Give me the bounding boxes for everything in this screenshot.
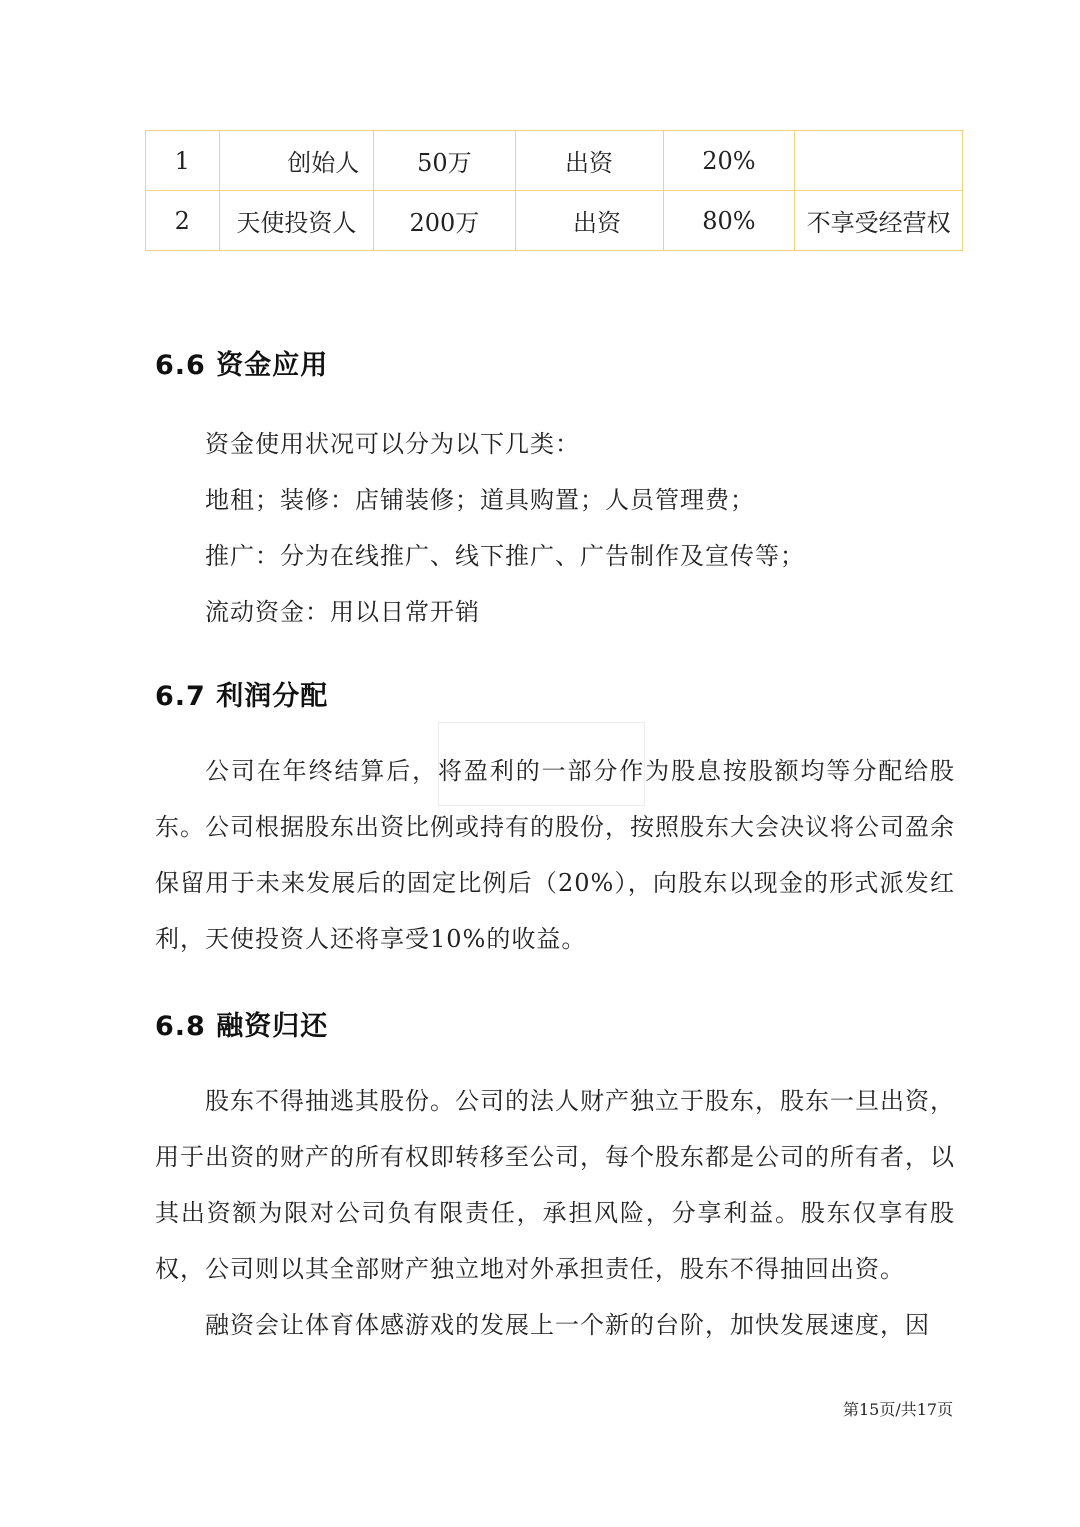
table-row: [146, 191, 963, 251]
financing-return-paragraph: 股东不得抽逃其股份。公司的法人财产独立于股东，股东一旦出资，用于出资的财产的所有权即转移至公司，每个股东都是公司的所有者，以其出资额为限对公司负有限责任，承担风险，分享利益。股东仅享有股权，公司则以其全部财产独立地对外承担责任，股东不得抽回出资。: [155, 1087, 955, 1283]
section-heading-6-8: 6.8 融资归还: [155, 1011, 329, 1042]
table-cell-type: 出资: [515, 191, 663, 251]
table-cell-role: 创始人: [219, 131, 374, 191]
table-cell-percent: 80%: [663, 191, 795, 251]
table-cell-percent: 20%: [663, 131, 795, 191]
fund-usage-intro: 资金使用状况可以分为以下几类：: [205, 430, 580, 458]
table-cell-amount: 50万: [374, 131, 515, 191]
financing-return-paragraph: 融资会让体育体感游戏的发展上一个新的台阶，加快发展速度，因: [205, 1311, 930, 1339]
table-cell-index: 2: [146, 191, 220, 251]
shareholder-table: [145, 130, 963, 251]
table-cell-type: 出资: [515, 131, 663, 191]
table-cell-note: [795, 131, 963, 191]
table-cell-role: 天使投资人: [219, 191, 374, 251]
fund-usage-item: 地租；装修：店铺装修；道具购置；人员管理费；: [205, 486, 755, 514]
table-cell-amount: 200万: [374, 191, 515, 251]
section-heading-6-6: 6.6 资金应用: [155, 350, 329, 381]
section-heading-6-7: 6.7 利润分配: [155, 681, 329, 712]
table-cell-note: 不享受经营权: [795, 191, 963, 251]
fund-usage-item: 流动资金：用以日常开销: [205, 598, 480, 626]
fund-usage-item: 推广：分为在线推广、线下推广、广告制作及宣传等；: [205, 542, 805, 570]
table-row: [146, 131, 963, 191]
table-cell-index: 1: [146, 131, 220, 191]
page-number: 第15页/共17页: [843, 1400, 954, 1419]
profit-distribution-paragraph: 公司在年终结算后，将盈利的一部分作为股息按股额均等分配给股东。公司根据股东出资比例或持有的股份，按照股东大会决议将公司盈余保留用于未来发展后的固定比例后（20%），向股东以现金的形式派发红利，天使投资人还将享受10%的收益。: [155, 757, 955, 953]
